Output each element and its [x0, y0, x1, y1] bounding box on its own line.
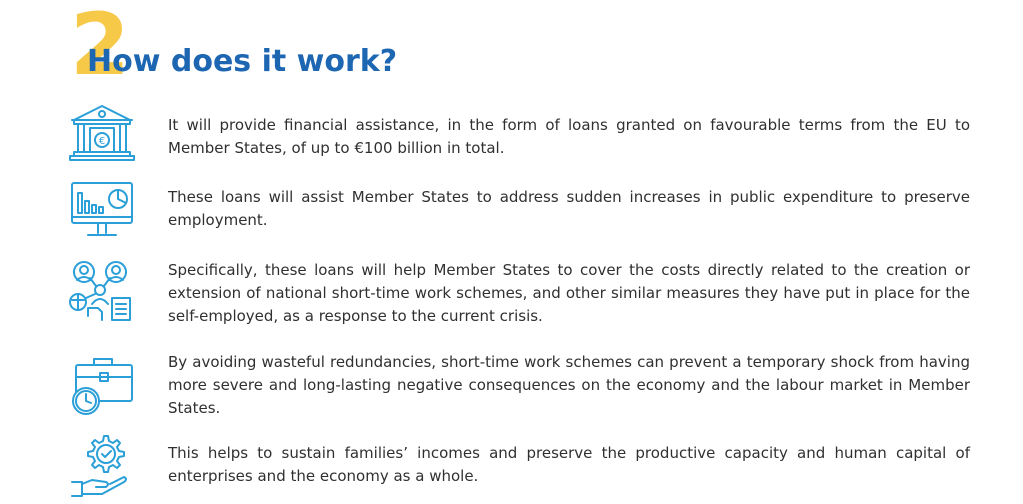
item-text: This helps to sustain families’ incomes and preserve the productive capacity and human capital of enterprises and the economy as a whole. [168, 444, 970, 485]
monitor-chart-icon [68, 177, 136, 245]
item-text: Specifically, these loans will help Member States to cover the costs directly related to the creation or extension of national short-time work schemes, and other similar measures they have put in place for the self-employed, as a response to the current crisis. [168, 261, 970, 325]
section-title: How does it work? [87, 44, 398, 79]
bank-euro-icon [68, 98, 136, 166]
hand-gear-check-icon [68, 432, 136, 500]
briefcase-clock-icon [68, 351, 136, 419]
item-text: It will provide financial assistance, in the form of loans granted on favourable terms from the EU to Member States, of up to €100 billion in total. [168, 116, 970, 157]
section-number: 2 [70, 0, 130, 95]
svg-text:€: € [98, 136, 106, 147]
item-text: These loans will assist Member States to address sudden increases in public expenditure to preserve employment. [168, 188, 970, 229]
section-header [70, 0, 670, 95]
item-text: By avoiding wasteful redundancies, short-time work schemes can prevent a temporary shock from having more severe and long-lasting negative consequences on the economy and the labour market in Member States. [168, 353, 970, 417]
workers-group-icon [68, 258, 136, 326]
